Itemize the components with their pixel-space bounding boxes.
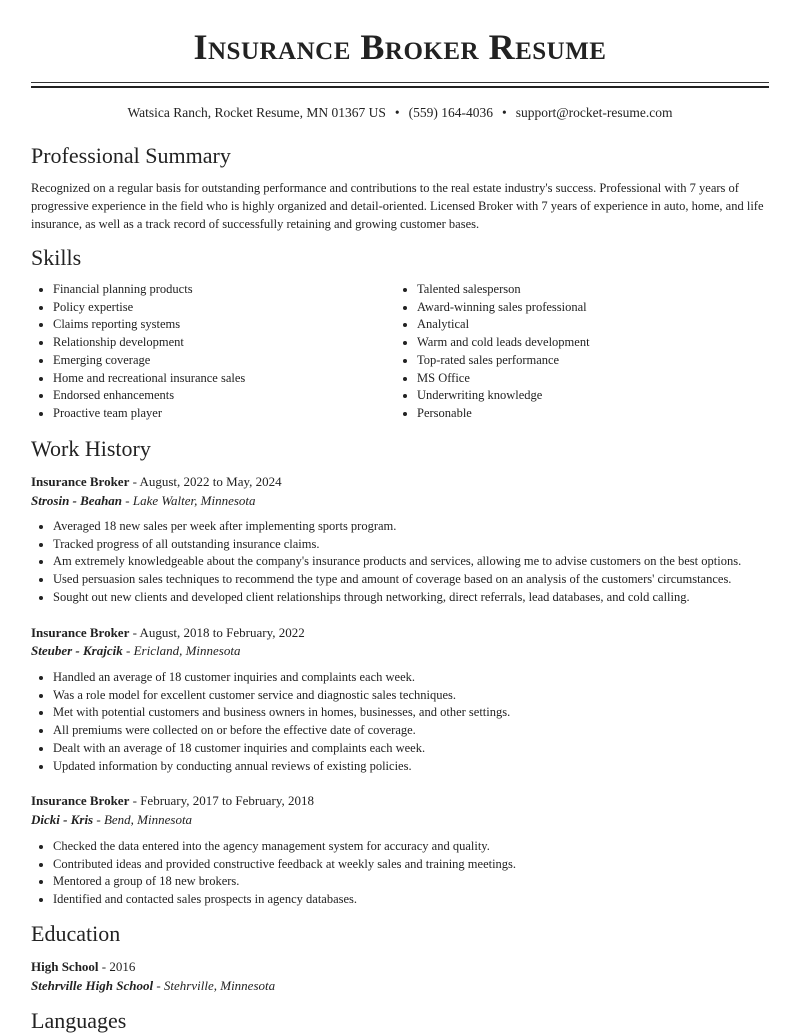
header-rule-thin [31,82,769,83]
employer-location: Ericland, Minnesota [133,643,241,658]
skill-item: • Relationship development [53,334,393,352]
job-bullet: • Checked the data entered into the agency management system for accuracy and quality. [53,838,798,856]
job-bullet: • Tracked progress of all outstanding insurance claims. [53,536,798,554]
job-bullet: • Contributed ideas and provided constructive feedback at weekly sales and training meetings. [53,856,798,874]
skill-item: • Award-winning sales professional [417,299,787,317]
skill-item: • Claims reporting systems [53,316,393,334]
education-school: Stehrville High School [31,978,154,993]
skill-item: • Policy expertise [53,299,393,317]
skill-item: • Analytical [417,316,787,334]
languages-heading: Languages [31,1008,127,1033]
skill-item: • Warm and cold leads development [417,334,787,352]
skill-item: • Financial planning products [53,281,393,299]
education-year: 2016 [109,959,136,974]
skill-item: • Top-rated sales performance [417,352,787,370]
job-bullet: • Identified and contacted sales prospects in agency databases. [53,891,798,909]
employer-location: Lake Walter, Minnesota [132,493,256,508]
employer-location: Bend, Minnesota [103,812,193,827]
job-title: Insurance Broker [31,474,130,489]
header-rule-thick [31,86,769,88]
work-heading: Work History [31,436,151,461]
employer-line: Dicki - Kris - Bend, Minnesota [31,812,193,827]
summary-heading: Professional Summary [31,143,231,168]
skill-item: • Home and recreational insurance sales [53,370,393,388]
job-bullet: • Sought out new clients and developed client relationships through networking, direct referrals, lead databases, and cold calling. [53,589,798,607]
job-bullets [31,669,798,775]
job-dates: August, 2022 to May, 2024 [139,474,282,489]
skill-item: • Personable [417,405,787,423]
job-title: Insurance Broker [31,793,130,808]
skill-item: • Proactive team player [53,405,393,423]
job-bullet: • Averaged 18 new sales per week after implementing sports program. [53,518,798,536]
job-bullet: • Was a role model for excellent customer service and diagnostic sales techniques. [53,687,798,705]
job-bullet: • Met with potential customers and business owners in homes, businesses, and other settings. [53,704,798,722]
job-bullets [31,518,798,607]
job-bullet: • Dealt with an average of 18 customer inquiries and complaints each week. [53,740,798,758]
skill-item: • MS Office [417,370,787,388]
skill-item: • Talented salesperson [417,281,787,299]
resume-title: Insurance Broker Resume [193,27,607,67]
job-dates: February, 2017 to February, 2018 [140,793,314,808]
contact-phone: (559) 164-4036 [408,105,493,120]
employer-name: Strosin - Beahan [31,493,123,508]
contact-separator: • [501,105,507,120]
employer-name: Steuber - Krajcik [31,643,123,658]
job-title: Insurance Broker [31,625,130,640]
education-school-line: Stehrville High School - Stehrville, Minnesota [31,978,276,993]
job-bullet: • Used persuasion sales techniques to recommend the type and amount of coverage based on an analysis of the customers' circumstances. [53,571,798,589]
job-bullet: • Updated information by conducting annual reviews of existing policies. [53,758,798,776]
education-degree: High School [31,959,99,974]
skill-item: • Underwriting knowledge [417,387,787,405]
contact-line [0,105,800,121]
job-bullet: • Am extremely knowledgeable about the company's insurance products and services, allowing me to advise customers on the best options. [53,553,798,571]
education-heading: Education [31,921,121,946]
job-bullet: • Handled an average of 18 customer inquiries and complaints each week. [53,669,798,687]
skills-list-right [395,281,787,423]
contact-separator: • [394,105,400,120]
contact-address: Watsica Ranch, Rocket Resume, MN 01367 US [127,105,386,120]
skills-list-left [31,281,393,423]
summary-text: Recognized on a regular basis for outstanding performance and contributions to the real estate industry's success. Professional with 7 years of progressive experience in the field who is highly organized and detail-oriented. Licensed Broker with 7 years of experience in auto, home, and life insurance, as well as a track record of successfully retaining and growing customer bases. [31,181,764,231]
job-dates: August, 2018 to February, 2022 [139,625,305,640]
job-title-line: Insurance Broker - February, 2017 to February, 2018 [31,793,314,808]
job-bullet: • Mentored a group of 18 new brokers. [53,873,798,891]
employer-line: Strosin - Beahan - Lake Walter, Minnesota [31,493,256,508]
job-bullets [31,838,798,909]
skill-item: • Endorsed enhancements [53,387,393,405]
job-bullet: • All premiums were collected on or before the effective date of coverage. [53,722,798,740]
contact-email: support@rocket-resume.com [515,105,673,120]
employer-line: Steuber - Krajcik - Ericland, Minnesota [31,643,241,658]
skills-heading: Skills [31,245,82,270]
employer-name: Dicki - Kris [31,812,94,827]
job-title-line: Insurance Broker - August, 2022 to May, 2024 [31,474,282,489]
skill-item: • Emerging coverage [53,352,393,370]
job-title-line: Insurance Broker - August, 2018 to February, 2022 [31,625,305,640]
education-degree-line: High School - 2016 [31,959,136,974]
education-location: Stehrville, Minnesota [163,978,276,993]
